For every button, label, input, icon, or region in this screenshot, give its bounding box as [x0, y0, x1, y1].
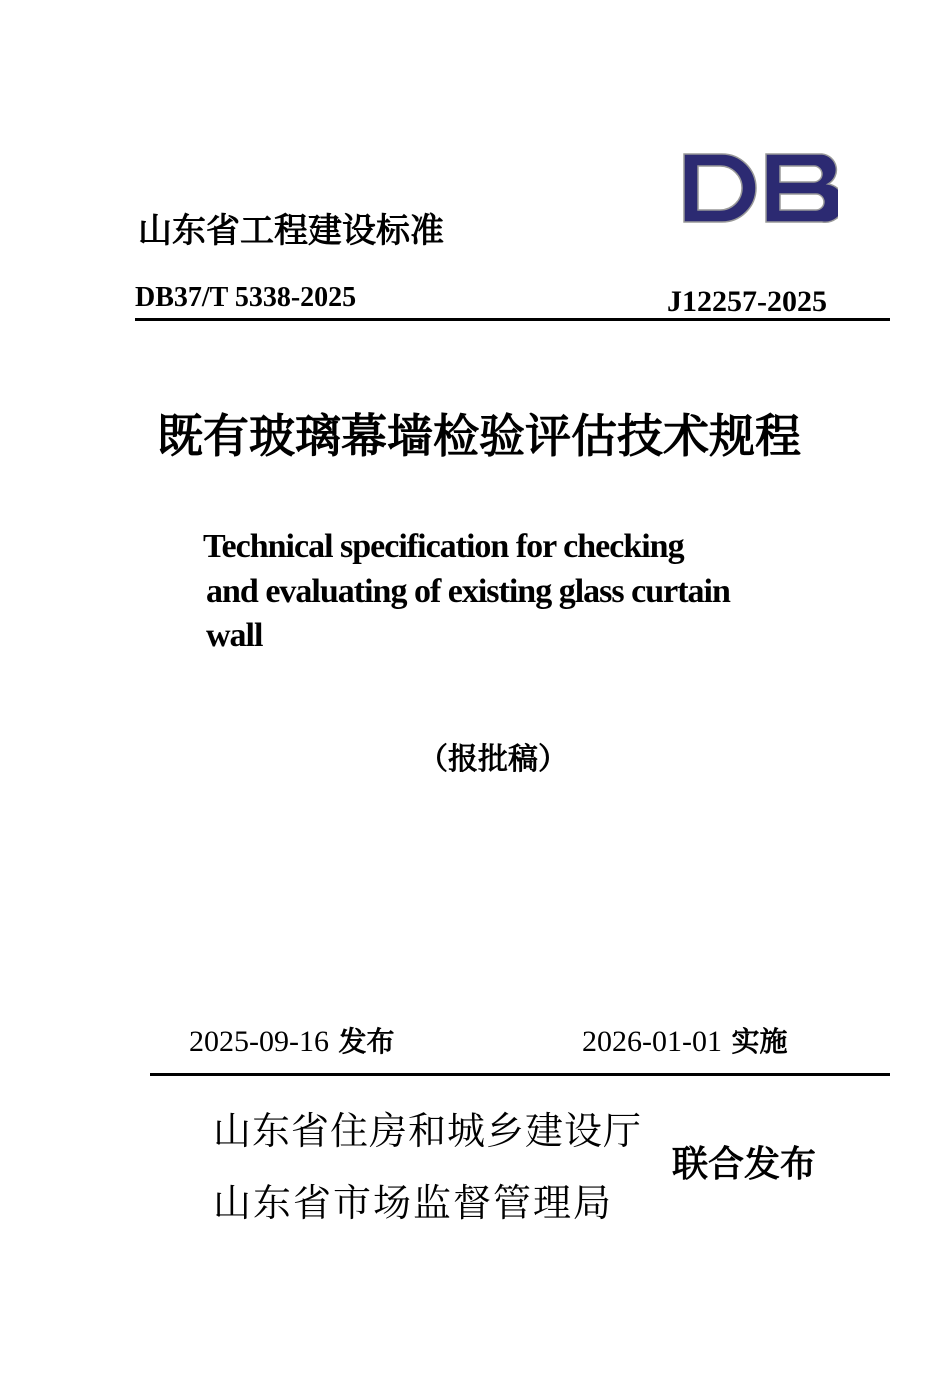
draft-status: （报批稿）: [418, 742, 568, 777]
issuer-2: 山东省市场监督管理局: [213, 1181, 614, 1225]
title-english-line-3: wall: [206, 617, 263, 654]
issuer-1: 山东省住房和城乡建设厅: [213, 1109, 643, 1153]
footer-divider: [150, 1073, 890, 1076]
joint-publish-label: 联合发布: [672, 1144, 817, 1185]
effective-date: 2026-01-01: [582, 1025, 722, 1058]
header-divider: [135, 318, 890, 321]
standard-code: DB37/T 5338-2025: [135, 282, 357, 313]
publish-label: 发布: [338, 1025, 395, 1058]
title-english-line-2: and evaluating of existing glass curtain: [206, 573, 730, 610]
db-logo: [682, 152, 838, 224]
title-english-line-1: Technical specification for checking: [203, 528, 684, 565]
title-chinese: 既有玻璃幕墙检验评估技术规程: [157, 409, 801, 463]
record-number: J12257-2025: [667, 285, 827, 318]
org-standard-label: 山东省工程建设标准: [138, 211, 444, 251]
effective-label: 实施: [731, 1025, 788, 1058]
publish-date: 2025-09-16: [189, 1025, 329, 1058]
